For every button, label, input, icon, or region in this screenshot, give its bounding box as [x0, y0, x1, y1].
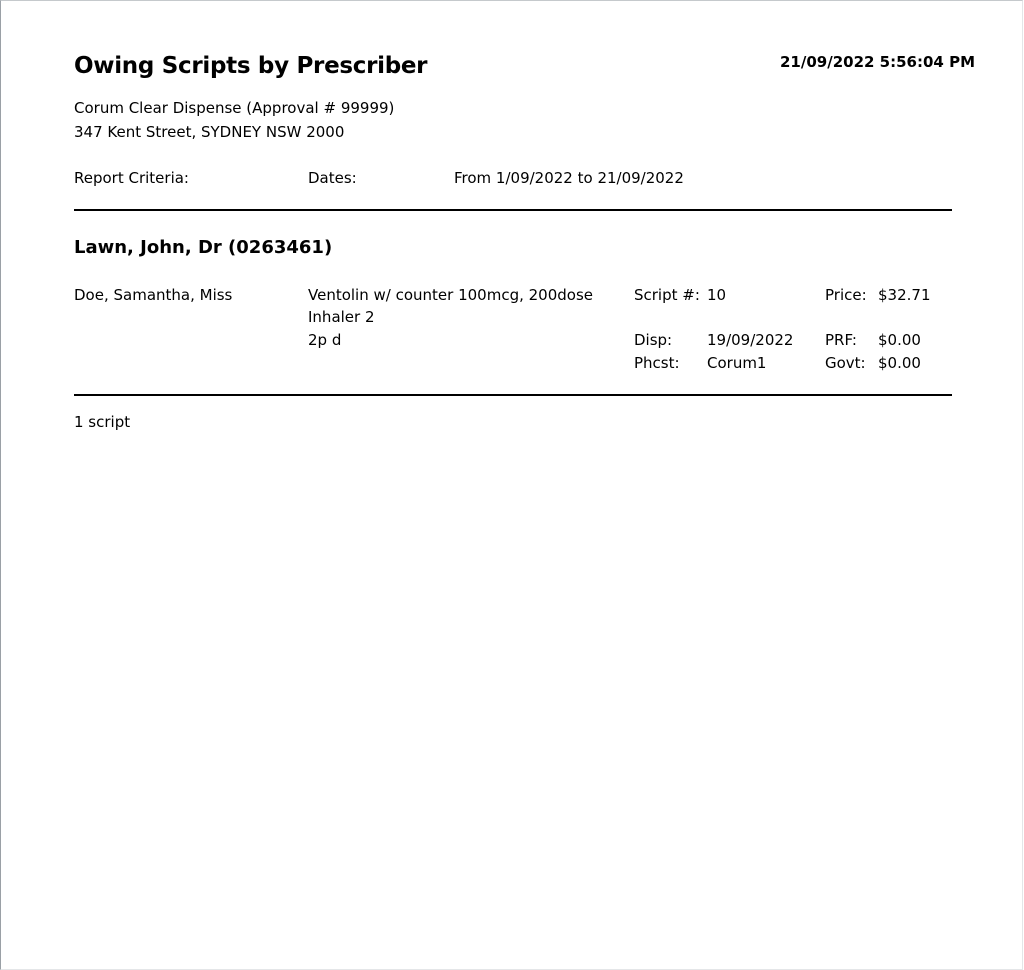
phcst-label: Phcst: [634, 354, 680, 372]
price-label: Price: [825, 286, 867, 304]
report-criteria-label: Report Criteria: [74, 169, 189, 187]
disp-date: 19/09/2022 [707, 331, 794, 349]
disp-label: Disp: [634, 331, 673, 349]
prf-value: $0.00 [878, 331, 921, 349]
dates-value: From 1/09/2022 to 21/09/2022 [454, 169, 684, 187]
dates-label: Dates: [308, 169, 357, 187]
drug-name: Ventolin w/ counter 100mcg, 200dose [308, 286, 593, 304]
drug-form: Inhaler 2 [308, 308, 375, 326]
price-value: $32.71 [878, 286, 931, 304]
govt-value: $0.00 [878, 354, 921, 372]
report-timestamp: 21/09/2022 5:56:04 PM [780, 53, 975, 71]
pharmacy-address: 347 Kent Street, SYDNEY NSW 2000 [74, 123, 345, 141]
prescriber-heading: Lawn, John, Dr (0263461) [74, 237, 333, 258]
prf-label: PRF: [825, 331, 857, 349]
directions: 2p d [308, 331, 342, 349]
pharmacy-name: Corum Clear Dispense (Approval # 99999) [74, 99, 395, 117]
script-number-value: 10 [707, 286, 727, 304]
script-number-label: Script #: [634, 286, 700, 304]
footer-divider [74, 394, 952, 396]
script-count-summary: 1 script [74, 413, 131, 431]
header-divider [74, 209, 952, 211]
govt-label: Govt: [825, 354, 866, 372]
patient-name: Doe, Samantha, Miss [74, 286, 233, 304]
report-title: Owing Scripts by Prescriber [74, 53, 428, 79]
phcst-value: Corum1 [707, 354, 767, 372]
